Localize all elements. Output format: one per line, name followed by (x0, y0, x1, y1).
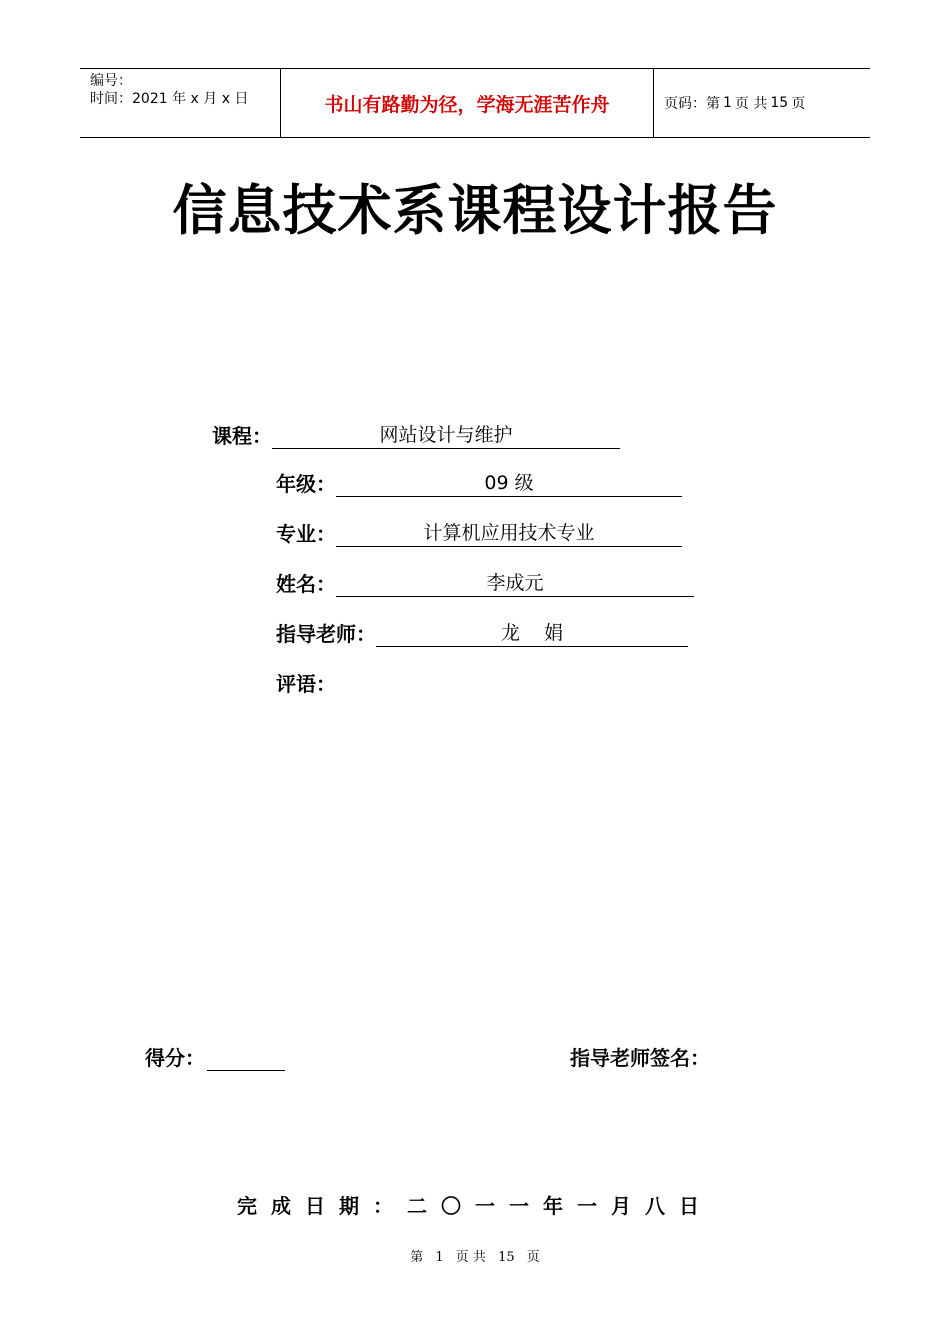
footer-page-mid: 页 共 (455, 1250, 486, 1265)
grade-value: 09 级 (336, 471, 682, 497)
completion-date: 完成日期：二〇一一年一月八日 (237, 1194, 713, 1218)
report-title: 信息技术系课程设计报告 (172, 178, 778, 242)
advisor-row (276, 618, 688, 647)
document-number-label: 编号： (90, 73, 132, 89)
document-header (80, 68, 870, 138)
header-page-info (654, 69, 870, 137)
signature-row (570, 1042, 710, 1071)
major-row (276, 518, 682, 547)
footer-page-prefix: 第 (410, 1250, 424, 1265)
grade-label: 年级： (276, 472, 336, 496)
signature-label: 指导老师签名： (570, 1046, 710, 1070)
comment-label: 评语： (276, 672, 336, 696)
footer-page-current: 1 (435, 1250, 444, 1265)
footer-page-total: 15 (498, 1250, 515, 1265)
score-label: 得分： (145, 1046, 205, 1070)
score-row (145, 1042, 285, 1071)
advisor-label: 指导老师： (276, 622, 376, 646)
major-label: 专业： (276, 522, 336, 546)
header-page-label: 页码：第 (664, 96, 720, 112)
header-page-suffix: 页 (791, 96, 806, 112)
score-blank-line (207, 1046, 285, 1071)
grade-row (276, 468, 682, 497)
major-value: 计算机应用技术专业 (336, 521, 682, 547)
footer-page-suffix: 页 (526, 1250, 540, 1265)
page-footer (0, 1246, 950, 1265)
course-value: 网站设计与维护 (272, 423, 620, 449)
comment-row (276, 668, 336, 697)
header-motto: 书山有路勤为径，学海无涯苦作舟 (281, 69, 654, 137)
header-meta (80, 69, 281, 137)
document-time-label: 时间：2021 年 x 月 x 日 (90, 91, 249, 107)
course-label: 课程： (212, 424, 272, 448)
advisor-value: 龙 娟 (376, 621, 688, 647)
name-label: 姓名： (276, 572, 336, 596)
name-row (276, 568, 694, 597)
header-page-current: 1 (723, 95, 732, 111)
name-value: 李成元 (336, 571, 694, 597)
course-row (212, 420, 620, 449)
header-page-total: 15 (770, 95, 789, 111)
header-page-mid: 页 共 (734, 96, 768, 112)
